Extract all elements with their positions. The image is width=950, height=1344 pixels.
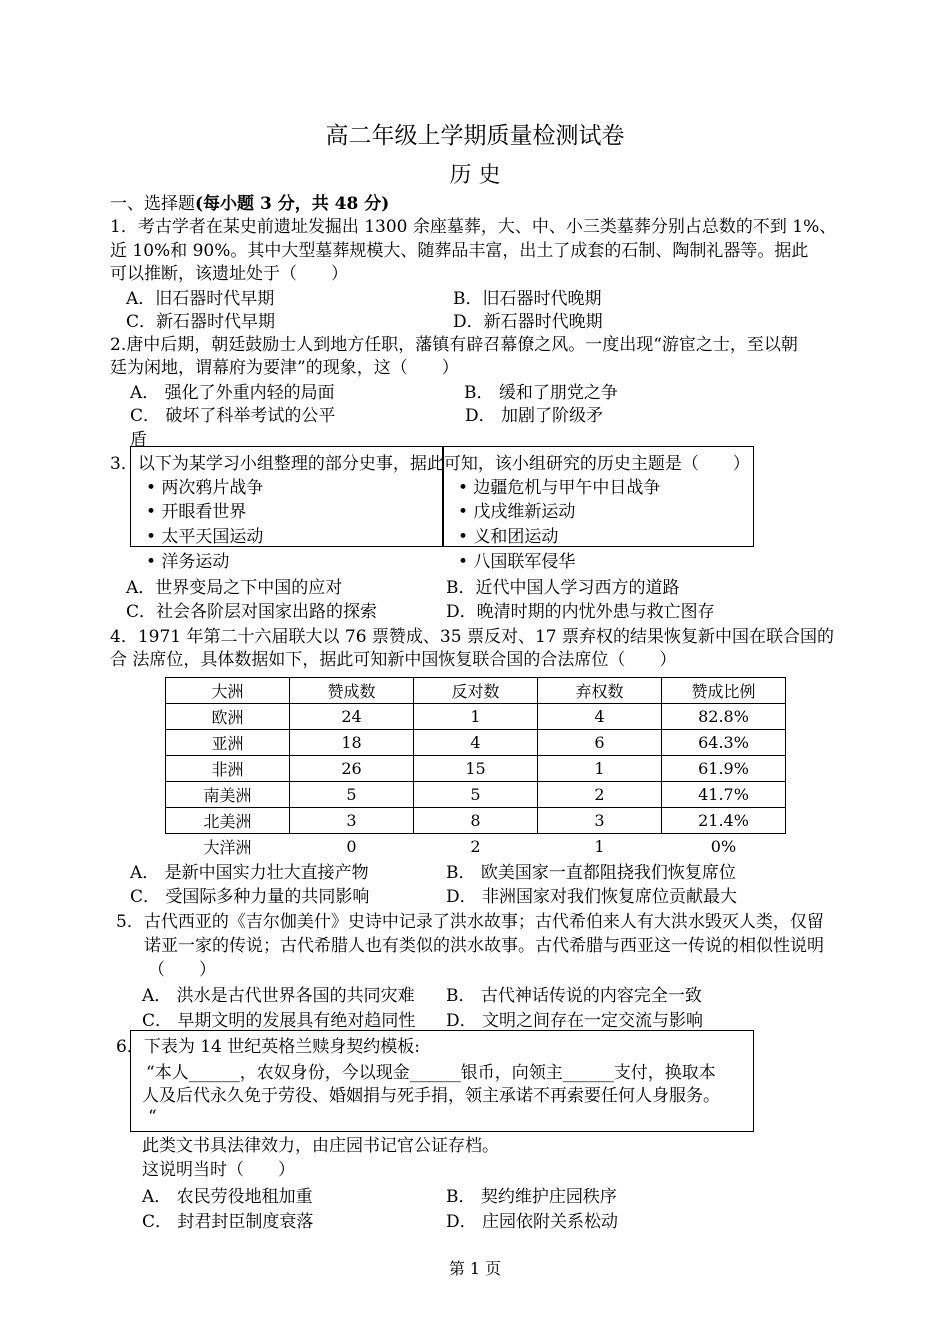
table-cell: 1 (594, 837, 605, 856)
q5-option-c: C． 早期文明的发展具有绝对趋同性 (142, 1011, 416, 1031)
table-cell: 5 (414, 782, 538, 808)
q4-option-c: C． 受国际多种力量的共同影响 (130, 887, 370, 907)
q1-option-a: A．旧石器时代早期 (126, 289, 275, 309)
q3-left-item-1: • 两次鸦片战争 (146, 478, 264, 498)
q1-line-1: 1．考古学者在某史前遗址发掘出 1300 余座墓葬，大、中、小三类墓葬分别占总数的不到 1%、 (110, 217, 837, 237)
q4-line-1: 4．1971 年第二十六届联大以 76 票赞成、35 票反对、17 票弃权的结果恢复新中国在联合国的 (110, 627, 834, 647)
table-cell: 64.3% (662, 730, 786, 756)
q1-option-d: D．新石器时代晚期 (453, 312, 603, 332)
table-cell: 欧洲 (166, 704, 290, 730)
table-cell: 15 (414, 756, 538, 782)
q3-stem: 3．以下为某学习小组整理的部分史事，据此可知，该小组研究的历史主题是（ ） (110, 454, 750, 474)
exam-title: 高二年级上学期质量检测试卷 (325, 123, 625, 149)
table-row (166, 756, 786, 782)
q6-after-line-1: 此类文书具法律效力，由庄园书记官公证存档。 (142, 1136, 499, 1156)
table-cell: 2 (538, 782, 662, 808)
q3-option-c: C．社会各阶层对国家出路的探索 (126, 602, 378, 622)
table-cell: 82.8% (662, 704, 786, 730)
q1-option-c: C．新石器时代早期 (126, 312, 276, 332)
table-cell: 8 (414, 808, 538, 834)
table-cell: 6 (538, 730, 662, 756)
q5-option-d: D． 文明之间存在一定交流与影响 (446, 1011, 704, 1031)
q1-line-2: 近 10%和 90%。其中大型墓葬规模大、随葬品丰富，出土了成套的石制、陶制礼器等。据此 (110, 241, 809, 261)
table-cell: 0 (346, 837, 357, 856)
q6-box-line-1: “本人______，农奴身份，今以现金______银币，向领主______支付，换取本 (146, 1063, 716, 1083)
header-ratio: 赞成比例 (662, 678, 786, 704)
q5-option-b: B． 古代神话传说的内容完全一致 (446, 986, 702, 1006)
table-cell: 18 (290, 730, 414, 756)
vote-table-header (166, 678, 786, 704)
q2-line-2: 廷为闲地，谓幕府为要津”的现象，这（ ） (110, 358, 459, 378)
q2-option-d: D． 加剧了阶级矛 (465, 406, 604, 426)
table-cell: 大洋洲 (203, 838, 252, 857)
header-no: 反对数 (414, 678, 538, 704)
table-cell: 21.4% (662, 808, 786, 834)
table-cell: 24 (290, 704, 414, 730)
table-cell: 1 (414, 704, 538, 730)
q6-box-line-3: “ (148, 1107, 157, 1127)
q6-option-c: C． 封君封臣制度衰落 (142, 1212, 314, 1232)
page-number: 第 1 页 (448, 1259, 502, 1278)
q6-after-line-2: 这说明当时（ ） (142, 1160, 295, 1180)
section-heading (110, 193, 389, 215)
header-abstain: 弃权数 (538, 678, 662, 704)
table-cell: 非洲 (166, 756, 290, 782)
q3-left-item-2: • 开眼看世界 (146, 502, 247, 522)
table-row (166, 808, 786, 834)
q4-line-2: 合 法席位，具体数据如下，据此可知新中国恢复联合国的合法席位（ ） (110, 650, 677, 670)
q6-stem: 6．下表为 14 世纪英格兰赎身契约模板: (116, 1037, 420, 1057)
header-continent: 大洲 (166, 678, 290, 704)
table-cell: 1 (538, 756, 662, 782)
table-cell: 4 (414, 730, 538, 756)
q2-line-1: 2.唐中后期，朝廷鼓励士人到地方任职，藩镇有辟召幕僚之风。一度出现“游宦之士，至以朝 (110, 335, 798, 355)
q1-line-3: 可以推断，该遗址处于（ ） (110, 264, 348, 284)
table-cell: 61.9% (662, 756, 786, 782)
q5-line-2: 诺亚一家的传说；古代希腊人也有类似的洪水故事。古代希腊与西亚这一传说的相似性说明 (144, 936, 824, 956)
q6-option-a: A． 农民劳役地租加重 (142, 1187, 313, 1207)
q2-option-a: A． 强化了外重内轻的局面 (130, 383, 335, 403)
table-cell: 0% (710, 837, 737, 856)
q3-right-item-2: • 戊戌维新运动 (458, 502, 576, 522)
q4-option-d: D． 非洲国家对我们恢复席位贡献最大 (446, 887, 738, 907)
table-cell: 南美洲 (166, 782, 290, 808)
q3-left-item-4: • 洋务运动 (146, 552, 230, 572)
table-cell: 3 (290, 808, 414, 834)
q3-option-b: B．近代中国人学习西方的道路 (446, 578, 680, 598)
q2-option-c: C． 破坏了科举考试的公平 (130, 406, 336, 426)
q3-right-item-3: • 义和团运动 (458, 527, 559, 547)
q4-option-b: B． 欧美国家一直都阻挠我们恢复席位 (446, 863, 736, 883)
table-cell: 3 (538, 808, 662, 834)
table-cell: 2 (470, 837, 481, 856)
q2-option-d-wrap: 盾 (130, 430, 147, 450)
table-cell: 亚洲 (166, 730, 290, 756)
section-heading-score: (每小题 3 分，共 48 分) (195, 194, 390, 214)
q3-option-a: A．世界变局之下中国的应对 (126, 578, 343, 598)
header-yes: 赞成数 (290, 678, 414, 704)
table-cell: 5 (290, 782, 414, 808)
q2-option-b: B． 缓和了朋党之争 (464, 383, 618, 403)
table-row (166, 704, 786, 730)
q5-option-a: A． 洪水是古代世界各国的共同灾难 (142, 986, 415, 1006)
q6-box-line-2: 人及后代永久免于劳役、婚姻捐与死手捐，领主承诺不再索要任何人身服务。 (142, 1086, 720, 1106)
q3-right-item-4: • 八国联军侵华 (458, 552, 576, 572)
table-cell: 41.7% (662, 782, 786, 808)
section-heading-prefix: 一、选择题 (110, 194, 195, 214)
q6-option-d: D． 庄园依附关系松动 (446, 1212, 619, 1232)
table-row (166, 730, 786, 756)
subject-title: 历 史 (449, 163, 501, 188)
q4-option-a: A． 是新中国实力壮大直接产物 (130, 863, 369, 883)
q3-left-item-3: • 太平天国运动 (146, 527, 264, 547)
vote-table (165, 677, 786, 859)
q6-option-b: B． 契约维护庄园秩序 (446, 1187, 617, 1207)
q5-line-1: 5．古代西亚的《吉尔伽美什》史诗中记录了洪水故事；古代希伯来人有大洪水毁灭人类，仅留 (116, 912, 824, 932)
q5-line-3: （ ） (148, 960, 216, 980)
table-cell: 26 (290, 756, 414, 782)
q3-option-d: D．晚清时期的内忧外患与救亡图存 (446, 602, 715, 622)
table-row (166, 834, 786, 860)
table-row (166, 782, 786, 808)
q3-right-item-1: • 边疆危机与甲午中日战争 (458, 478, 661, 498)
table-cell: 4 (538, 704, 662, 730)
table-cell: 北美洲 (166, 808, 290, 834)
q1-option-b: B．旧石器时代晚期 (453, 289, 602, 309)
